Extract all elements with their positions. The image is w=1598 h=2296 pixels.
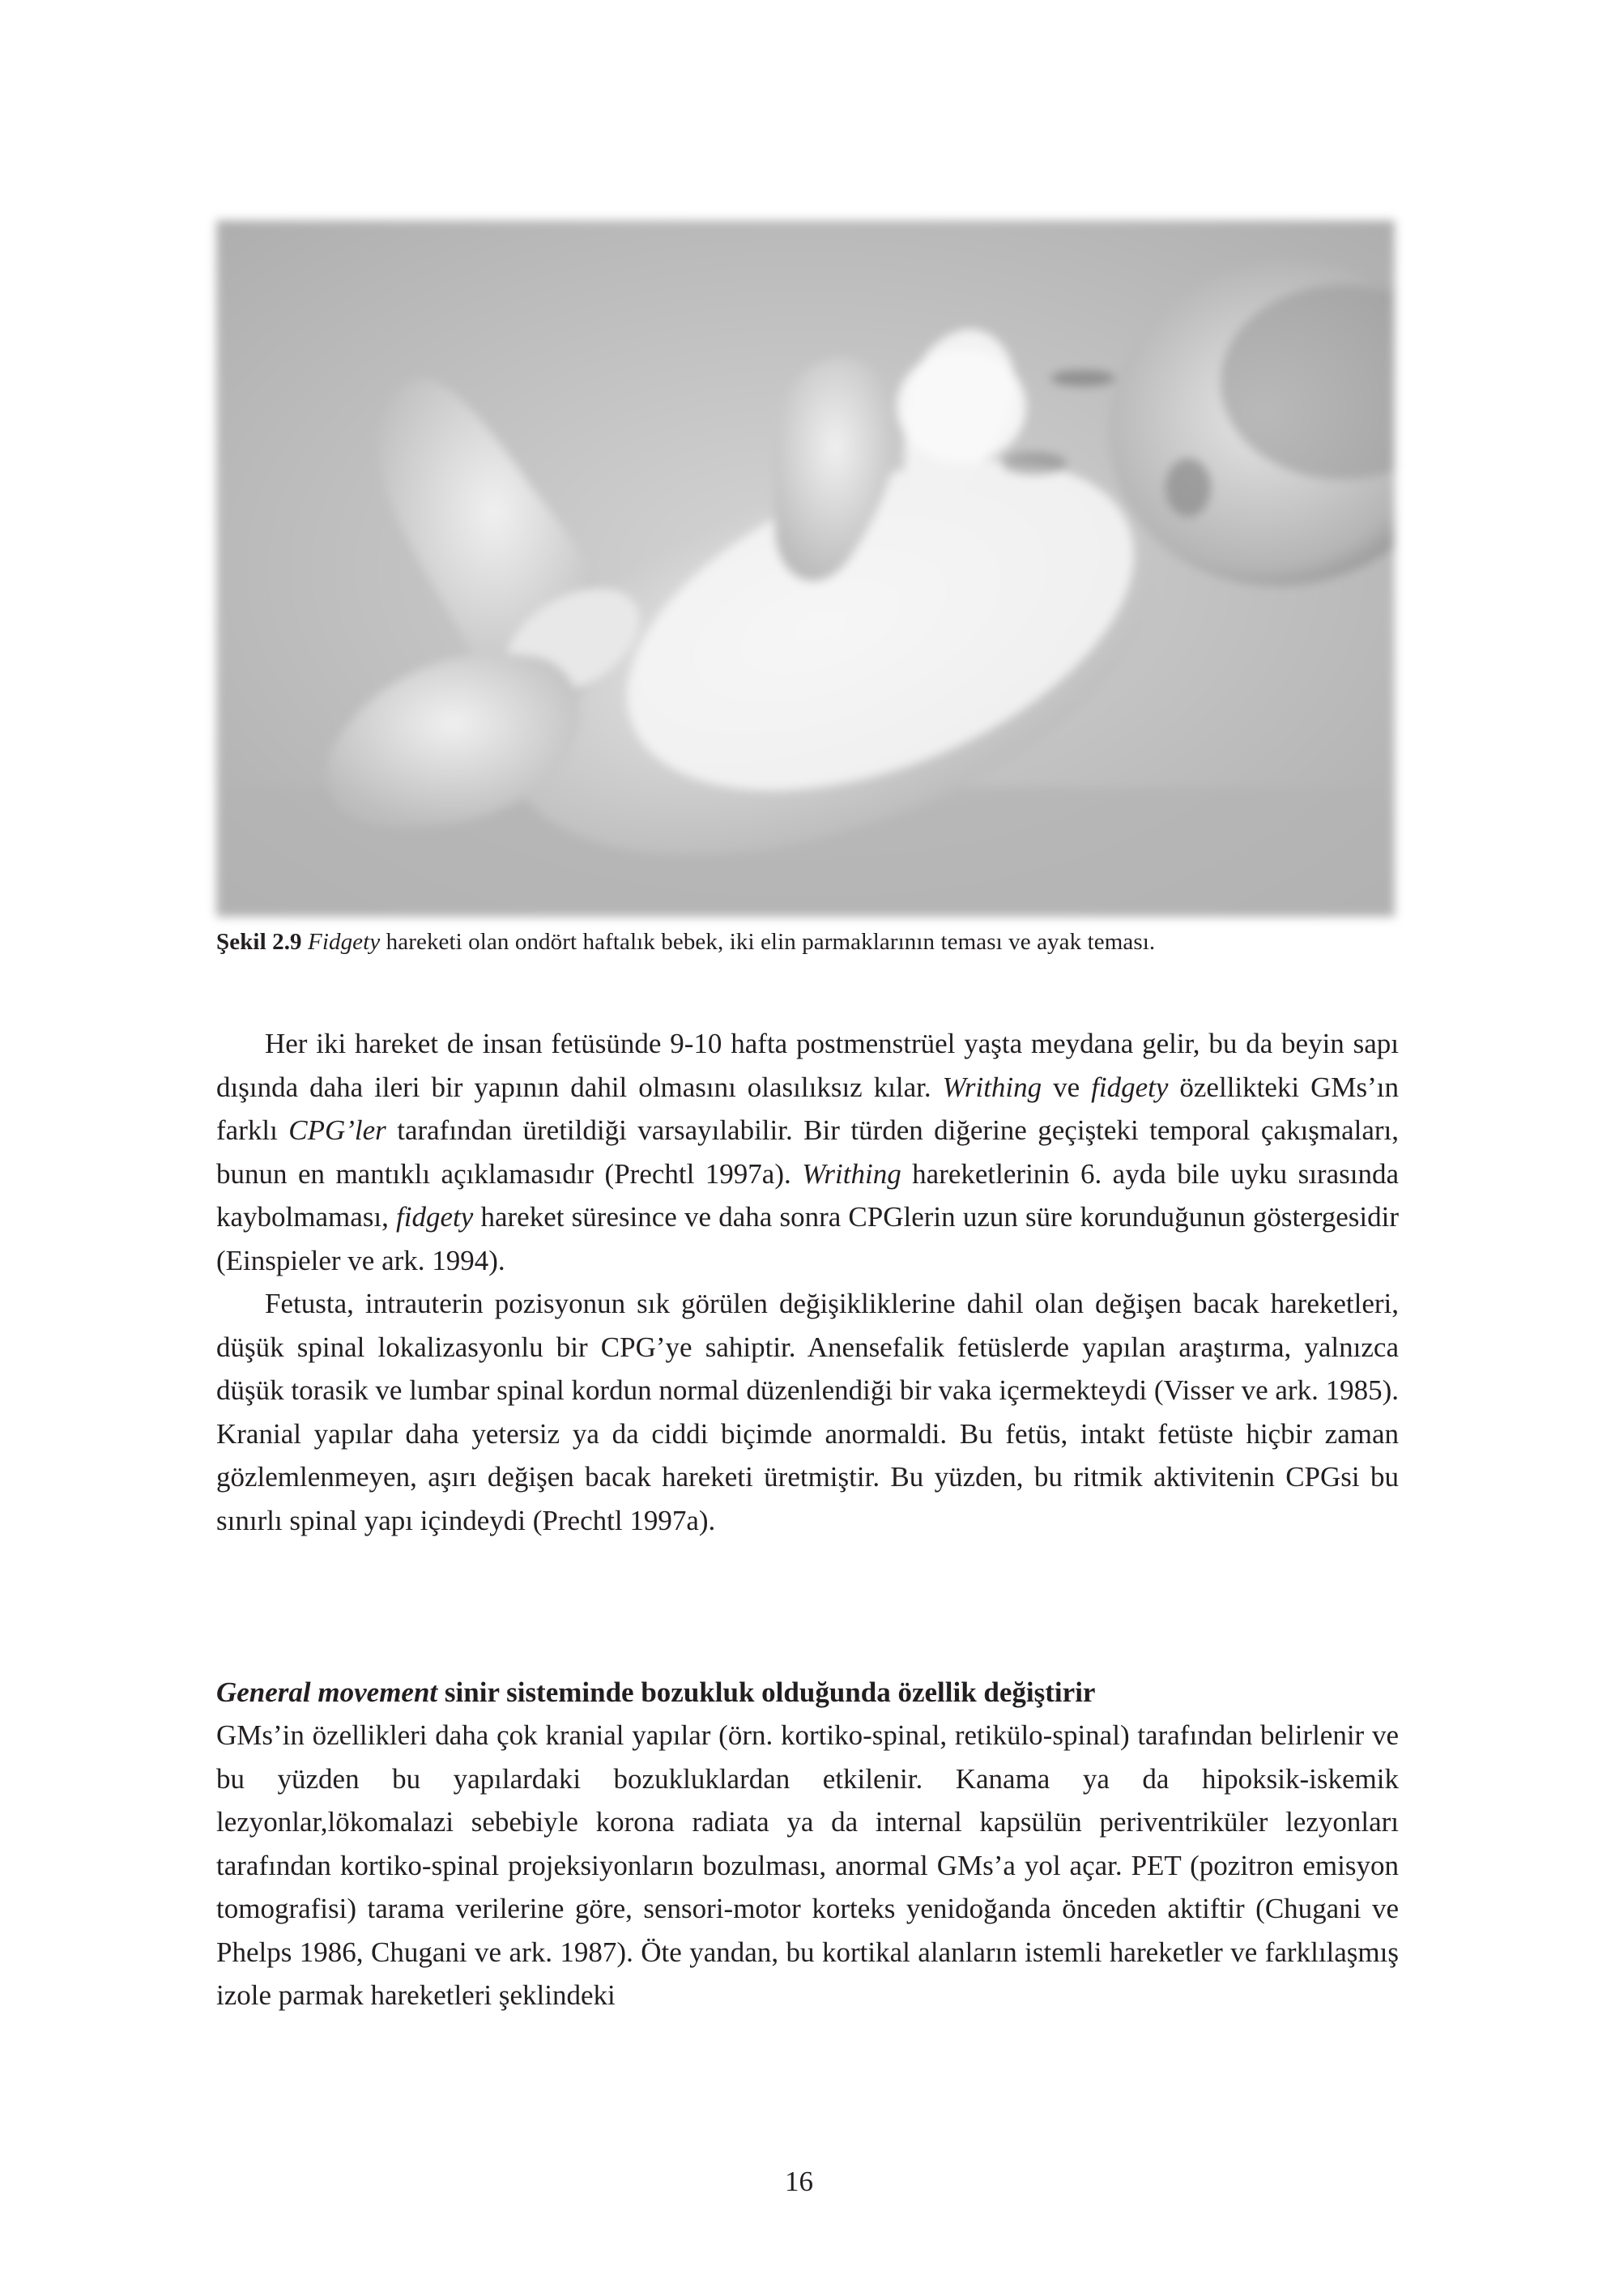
term-fidgety: fidgety: [1091, 1071, 1169, 1103]
paragraph-1-text-6: hareket süresince ve daha sonra CPGlerin uzun süre korunduğunun göstergesidir (Einspieler ve ark. 1994).: [216, 1201, 1399, 1276]
term-writhing-2: Writhing: [802, 1157, 901, 1190]
caption-italic-term: Fidgety: [308, 929, 381, 955]
caption-label: Şekil 2.9: [216, 929, 302, 955]
body-text-upper: [216, 1022, 1399, 1542]
section-heading: [216, 1671, 1399, 1714]
infant-photo: [216, 220, 1395, 917]
heading-italic: General movement: [216, 1676, 438, 1708]
heading-text: sinir sisteminde bozukluk olduğunda özellik değiştirir: [437, 1676, 1096, 1708]
paragraph-3: GMs’in özellikleri daha çok kranial yapılar (örn. kortiko-spinal, retikülo-spinal) tarafından belirlenir ve bu yüzden bu yapılardaki bozukluklardan etkilenir. Kanama ya da hipoksik-iskemik lezyonlar,lökomalazi sebebiyle korona radiata ya da internal kapsülün periventriküler lezyonları tarafından kortiko-spinal projeksiyonların bozulması, anormal GMs’a yol açar. PET (pozitron emisyon tomografisi) tarama verilerine göre, sensori-motor korteks yenidoğanda önceden aktiftir (Chugani ve Phelps 1986, Chugani ve ark. 1987). Öte yandan, bu kortikal alanların istemli hareketler ve farklılaşmış izole parmak hareketleri şeklindeki: [216, 1719, 1399, 2011]
paragraph-1: [216, 1022, 1399, 1282]
paragraph-1-text-3: özellikteki GMs’ın farklı: [216, 1071, 1399, 1146]
term-writhing: Writhing: [942, 1071, 1042, 1103]
paragraph-1-text-5: hareketlerinin 6. ayda bile uyku sırasında kaybolmaması,: [216, 1157, 1399, 1233]
paragraph-2: Fetusta, intrauterin pozisyonun sık görülen değişikliklerine dahil olan değişen bacak hareketleri, düşük spinal lokalizasyonlu bir CPG’ye sahiptir. Anensefalik fetüslerde yapılan araştırma, yalnızca düşük torasik ve lumbar spinal kordun normal düzenlendiği bir vaka içermekteydi (Visser ve ark. 1985). Kranial yapılar daha yetersiz ya da ciddi biçimde anormaldi. Bu fetüs, intakt fetüste hiçbir zaman gözlemlenmeyen, aşırı değişen bacak hareketi üretmiştir. Bu yüzden, bu ritmik aktivitenin CPGsi bu sınırlı spinal yapı içindeydi (Prechtl 1997a).: [216, 1288, 1399, 1536]
body-text-lower: [216, 1714, 1399, 2017]
figure-caption: [216, 926, 1399, 958]
infant-photo-icon: [216, 220, 1395, 917]
paragraph-1-text-2: ve: [1042, 1071, 1092, 1103]
term-fidgety-2: fidgety: [396, 1201, 474, 1233]
term-cpgler: CPG’ler: [288, 1114, 386, 1146]
page-number: 16: [785, 2166, 813, 2197]
caption-text: hareketi olan ondört haftalık bebek, iki elin parmaklarının teması ve ayak teması.: [380, 929, 1156, 955]
paragraph-1-text-1: Her iki hareket de insan fetüsünde 9-10 hafta postmenstrüel yaşta meydana gelir, bu da beyin sapı dışında daha ileri bir yapının dahil olmasını olasılıksız kılar.: [216, 1028, 1399, 1103]
paragraph-1-text-4: tarafından üretildiği varsayılabilir. Bir türden diğerine geçişteki temporal çakışmaları, bunun en mantıklı açıklamasıdır (Prechtl 1997a).: [216, 1114, 1399, 1190]
